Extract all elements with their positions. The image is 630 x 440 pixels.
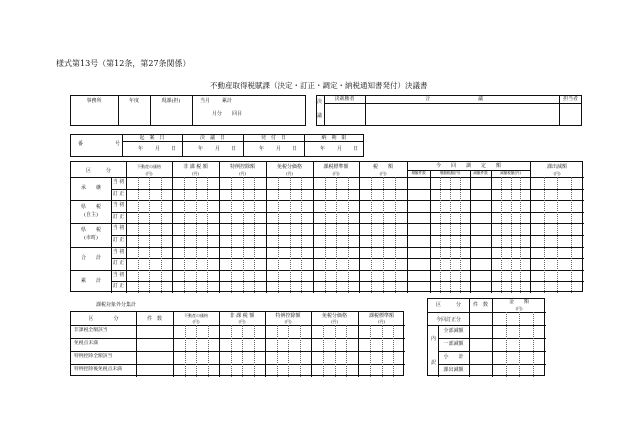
digit-separator <box>231 177 232 293</box>
row-divider <box>438 338 546 339</box>
col-divider <box>358 312 359 377</box>
digit-separator <box>520 177 521 293</box>
summary-top-row-label: 今回訂正分 <box>435 317 461 323</box>
gi2-label: 議 <box>478 96 484 102</box>
col-unit: (円) <box>145 171 153 176</box>
col-divider <box>266 162 267 293</box>
breakdown-row-label: 特例控除全額該当 <box>74 354 113 359</box>
ymd-month: 月 <box>215 146 221 152</box>
row-group-label: 承 継 <box>80 185 101 191</box>
col-divider <box>172 162 173 293</box>
summary-table <box>427 298 545 376</box>
col-unit: (円) <box>192 319 200 324</box>
summary-row-label: 全部減額 <box>443 328 464 334</box>
digit-separator <box>185 325 186 377</box>
date-header-draft: 起 案 日 <box>139 135 165 141</box>
summary-side-bottom: 訳 <box>431 360 437 366</box>
breakdown-caption: 課税対象外分集計 <box>96 302 137 308</box>
row-line-label: 当 初 <box>112 179 125 185</box>
col-unit: (円) <box>330 319 339 324</box>
digit-separator <box>519 312 520 377</box>
digit-separator <box>161 177 162 293</box>
digit-separator <box>371 177 372 293</box>
digit-separator <box>184 177 185 293</box>
year-label: 年度 <box>128 98 139 104</box>
col-unit: (円) <box>515 306 523 311</box>
bd-col-special: 特例控除額 <box>275 313 301 319</box>
digit-separator <box>301 177 302 293</box>
sub-increase-tax: 増額税額(円) <box>439 171 461 175</box>
row-line-label: 訂 正 <box>112 260 125 267</box>
ymd-year: 年 <box>198 146 204 152</box>
form-title: 不動産取得税賦課（決定・訂正・調定・納税通知書発付）決議書 <box>210 81 428 90</box>
breakdown-row-label: 特例控除後免税点未満 <box>74 367 122 372</box>
row-line-label: 訂 正 <box>112 190 125 197</box>
digit-separator <box>511 177 512 293</box>
row-divider <box>438 351 546 352</box>
row-group-label: 県 税 <box>80 227 101 234</box>
number-label: 番 <box>78 141 84 147</box>
ymd-month: 月 <box>155 146 161 152</box>
row-line-label: 訂 正 <box>112 283 125 290</box>
date-header-deadline: 納 期 限 <box>321 135 347 141</box>
digit-separator <box>336 177 337 293</box>
digit-separator <box>323 325 324 377</box>
summary-row-label: 小 計 <box>443 354 464 360</box>
ymd-year: 年 <box>320 146 326 152</box>
digit-separator <box>395 177 396 293</box>
col-unit: (円) <box>379 171 387 176</box>
digit-separator <box>370 325 371 377</box>
kubun-header: 区 分 <box>85 168 111 174</box>
digit-separator <box>207 177 208 293</box>
col-unit: (円) <box>238 319 246 324</box>
sub-decrease-tax: 減額税額(円) <box>500 171 521 175</box>
digit-separator <box>346 325 347 377</box>
row-divider <box>438 364 546 365</box>
digit-separator <box>533 312 534 377</box>
ymd-day: 日 <box>353 146 359 152</box>
row-line-label: 当 初 <box>112 225 125 232</box>
group-divider <box>71 247 584 248</box>
digit-separator <box>208 325 209 377</box>
group-divider <box>71 223 584 224</box>
ymd-year: 年 <box>259 146 265 152</box>
col-divider <box>313 162 314 293</box>
form-number: 様式第13号（第12条，第27条関係） <box>56 59 191 68</box>
ymd-day: 日 <box>292 146 298 152</box>
col-unit: (円) <box>191 171 200 176</box>
col-divider <box>219 162 220 293</box>
summary-kubun-header: 区 分 <box>435 302 461 308</box>
digit-separator <box>393 325 394 377</box>
col-header-special: 特例控除額 <box>229 164 255 170</box>
kessai-char: 決 <box>317 99 323 105</box>
col-divider <box>136 312 137 377</box>
col-header-price: 不動産の価格 <box>137 164 161 169</box>
bd-col-exempt: 非 課 税 額 <box>229 313 255 319</box>
digit-separator <box>335 325 336 377</box>
summary-count-header: 件 数 <box>472 302 488 308</box>
digit-separator <box>506 312 507 377</box>
digit-separator <box>544 177 545 293</box>
digit-separator <box>325 177 326 293</box>
digit-separator <box>460 177 461 293</box>
col-header-exempt: 非 課 税 額 <box>183 164 208 170</box>
digit-separator <box>254 325 255 377</box>
bd-col-taxfree: 免税分価格 <box>321 313 347 319</box>
digit-separator <box>300 325 301 377</box>
ymd-year: 年 <box>138 146 144 152</box>
ymd-day: 日 <box>231 146 237 152</box>
digit-separator <box>288 325 289 377</box>
ledger-label: 現課(担) <box>161 98 181 104</box>
summary-row-label: 課出減額 <box>443 367 464 373</box>
row-group-label: 累 計 <box>80 277 101 284</box>
col-unit: (円) <box>284 319 292 324</box>
breakdown-kubun-header: 区 分 <box>88 316 119 322</box>
col-divider <box>311 312 312 377</box>
row-divider <box>428 325 546 326</box>
bd-col-price: 不動産の価格 <box>184 313 208 318</box>
digit-separator <box>571 177 572 293</box>
col-divider <box>173 312 174 377</box>
breakdown-table <box>70 311 404 376</box>
col-divider <box>126 162 127 293</box>
col-unit: (円) <box>377 319 386 324</box>
row-divider <box>71 325 405 326</box>
group-divider <box>71 270 584 271</box>
digit-separator <box>149 177 150 293</box>
row-divider <box>428 312 546 313</box>
current-amount-header: 今 回 調 定 額 <box>435 163 501 169</box>
digit-separator <box>557 177 558 293</box>
col-divider <box>359 162 360 293</box>
digit-separator <box>290 177 291 293</box>
row-line-label: 当 初 <box>112 271 125 278</box>
ymd-month: 月 <box>337 146 343 152</box>
tantousha-label: 担当者 <box>562 96 578 102</box>
sub-increase-count: 増額件数 <box>411 171 426 175</box>
row-line-label: 当 初 <box>112 202 125 209</box>
digit-separator <box>231 325 232 377</box>
current-month-label: 当月 <box>200 98 211 104</box>
row-group-label: 合 計 <box>80 254 101 261</box>
sub-decrease-count: 減額件数 <box>473 171 488 175</box>
digit-separator <box>278 177 279 293</box>
row-divider <box>407 170 530 171</box>
number-suffix: 号 <box>115 141 121 147</box>
digit-separator <box>348 177 349 293</box>
row-group-label: 県 税 <box>80 204 101 211</box>
row-line-label: 訂 正 <box>112 213 125 220</box>
date-header-decision: 決 議 日 <box>199 135 225 141</box>
digit-separator <box>382 325 383 377</box>
digit-separator <box>383 177 384 293</box>
row-line-label: 訂 正 <box>112 237 125 243</box>
row-divider <box>71 351 405 352</box>
digit-separator <box>501 177 502 293</box>
summary-side-top: 内 <box>431 336 437 342</box>
times-label: 回目 <box>232 111 243 117</box>
summary-row-label: 一部減額 <box>443 341 464 347</box>
digit-separator <box>196 177 197 293</box>
breakdown-count-header: 件 数 <box>146 316 162 322</box>
ymd-month: 月 <box>276 146 282 152</box>
gi-char: 議 <box>317 113 323 119</box>
row-divider <box>71 364 405 365</box>
row-divider <box>71 338 405 339</box>
digit-separator <box>138 177 139 293</box>
group-divider <box>71 200 584 201</box>
row-group-sublabel: (市町) <box>84 235 98 242</box>
main-table <box>70 161 583 292</box>
col-unit: (円) <box>238 171 247 176</box>
col-unit: (円) <box>332 171 340 176</box>
month-part-label: 月分 <box>212 111 223 117</box>
office-label: 事務所 <box>86 98 102 104</box>
digit-separator <box>450 177 451 293</box>
digit-separator <box>196 325 197 377</box>
col-divider <box>407 162 408 293</box>
col-divider <box>219 312 220 377</box>
col-unit: (円) <box>285 171 294 176</box>
breakdown-row-label: 免税点未満 <box>74 341 98 346</box>
row-line-label: 当 初 <box>112 248 125 255</box>
col-divider <box>530 162 531 293</box>
kyou-label: 合 <box>425 96 431 102</box>
digit-separator <box>440 177 441 293</box>
ymd-day: 日 <box>171 146 177 152</box>
digit-separator <box>254 177 255 293</box>
bd-col-standard: 課税標準額 <box>368 313 394 319</box>
header-divider <box>71 177 584 178</box>
col-unit: (円) <box>553 171 561 176</box>
col-divider <box>265 312 266 377</box>
digit-separator <box>243 177 244 293</box>
reduction-header: 課出減額 <box>546 164 567 170</box>
col-header-taxfree: 免税分価格 <box>276 164 302 170</box>
cumulative-label: 累計 <box>222 98 233 104</box>
col-header-standard: 課税標準額 <box>323 164 349 170</box>
date-header-issue: 発 付 日 <box>260 135 286 141</box>
summary-amount-header: 金 額 <box>508 299 529 305</box>
row-group-sublabel: (自主) <box>84 212 98 219</box>
breakdown-row-label: 非課税全額該当 <box>74 328 108 333</box>
digit-separator <box>277 325 278 377</box>
digit-separator <box>242 325 243 377</box>
decider-label: 決裁権者 <box>334 96 355 102</box>
col-header-tax: 税 額 <box>372 164 393 170</box>
